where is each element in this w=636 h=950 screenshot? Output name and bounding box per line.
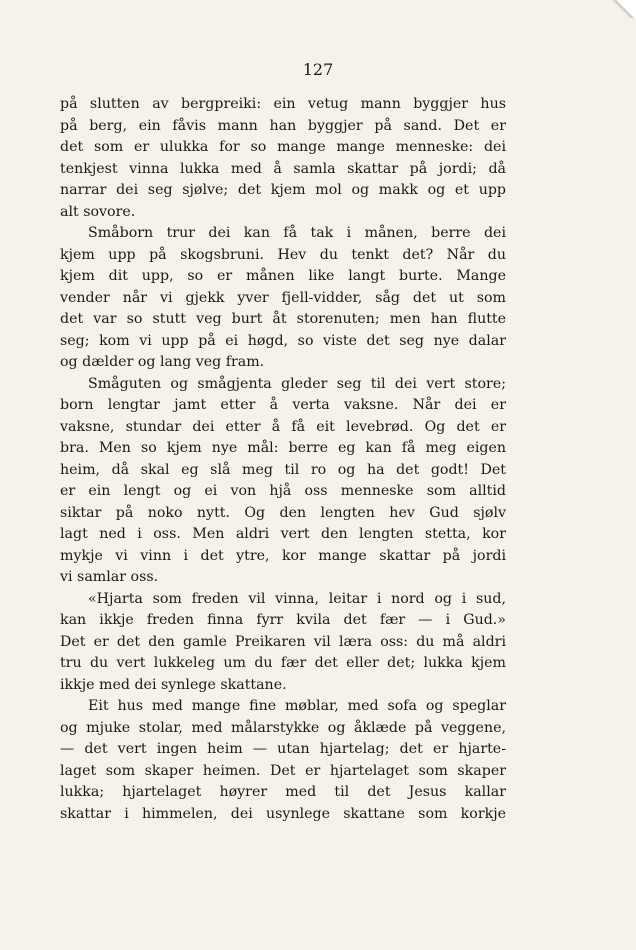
- text-line: bra. Men so kjem nye mål: berre eg kan få meg eigen: [60, 440, 506, 456]
- text-line: det som er ulukka for so mange mange menneske: dei: [60, 139, 506, 155]
- text-line: er ein lengt og ei von hjå oss menneske som alltid: [60, 483, 506, 499]
- text-line: born lengtar jamt etter å verta vaksne. Når dei er: [60, 397, 506, 413]
- text-line: siktar på noko nytt. Og den lengten hev Gud sjølv: [60, 504, 506, 521]
- text-line: — det vert ingen heim — utan hjartelag; det er hjarte-: [60, 741, 506, 757]
- text-line: tru du vert lukkeleg um du fær det eller det; lukka kjem: [60, 655, 506, 671]
- text-line: Småborn trur dei kan få tak i månen, berre dei: [88, 225, 506, 241]
- text-line: vender når vi gjekk yver fjell-vidder, såg det ut som: [60, 289, 506, 306]
- text-line: på slutten av bergpreiki: ein vetug mann byggjer hus: [60, 96, 506, 112]
- body-text: [60, 94, 506, 825]
- text-line: lukka; hjartelaget høyrer med til det Jesus kallar: [60, 784, 506, 800]
- text-line: «Hjarta som freden vil vinna, leitar i nord og i sud,: [88, 590, 506, 607]
- page-corner-fold: [612, 0, 636, 18]
- text-line: Eit hus med mange fine møblar, med sofa og speglar: [88, 698, 506, 714]
- text-line: kjem dit upp, so er månen like langt burte. Mange: [60, 268, 506, 284]
- text-line: og mjuke stolar, med målarstykke og åklæde på veggene,: [60, 719, 506, 736]
- text-line: vi samlar oss.: [60, 569, 159, 585]
- text-line: tenkjest vinna lukka med å samla skattar på jordi; då: [60, 160, 506, 177]
- page-number: 127: [302, 60, 334, 79]
- text-line: det var so stutt veg burt åt storenuten; men han flutte: [60, 311, 506, 327]
- text-line: ikkje med dei synlege skattane.: [60, 676, 287, 693]
- text-line: kjem upp på skogsbruni. Hev du tenkt det? Når du: [60, 246, 506, 263]
- text-line: kan ikkje freden finna fyrr kvila det fær — i Gud.»: [60, 612, 506, 628]
- text-line: heim, då skal eg slå meg til ro og ha det godt! Det: [60, 461, 506, 478]
- text-line: seg; kom vi upp på ei høgd, so viste det seg nye dalar: [60, 332, 506, 349]
- text-line: og dælder og lang veg fram.: [60, 354, 265, 370]
- text-line: på berg, ein fåvis mann han byggjer på sand. Det er: [60, 117, 506, 134]
- text-line: lagt ned i oss. Men aldri vert den lengten stetta, kor: [60, 526, 506, 542]
- text-line: vaksne, stundar dei etter å få eit levebrød. Og det er: [60, 418, 506, 435]
- text-line: Det er det den gamle Preikaren vil læra oss: du må aldri: [60, 633, 506, 650]
- text-line: narrar dei seg sjølve; det kjem mol og makk og et upp: [60, 182, 506, 198]
- text-line: alt sovore.: [60, 203, 136, 220]
- text-line: Småguten og smågjenta gleder seg til dei vert store;: [88, 375, 506, 392]
- text-line: mykje vi vinn i det ytre, kor mange skattar på jordi: [60, 547, 506, 564]
- text-line: skattar i himmelen, dei usynlege skattane som korkje: [60, 805, 506, 822]
- text-line: laget som skaper heimen. Det er hjartelaget som skaper: [60, 762, 506, 779]
